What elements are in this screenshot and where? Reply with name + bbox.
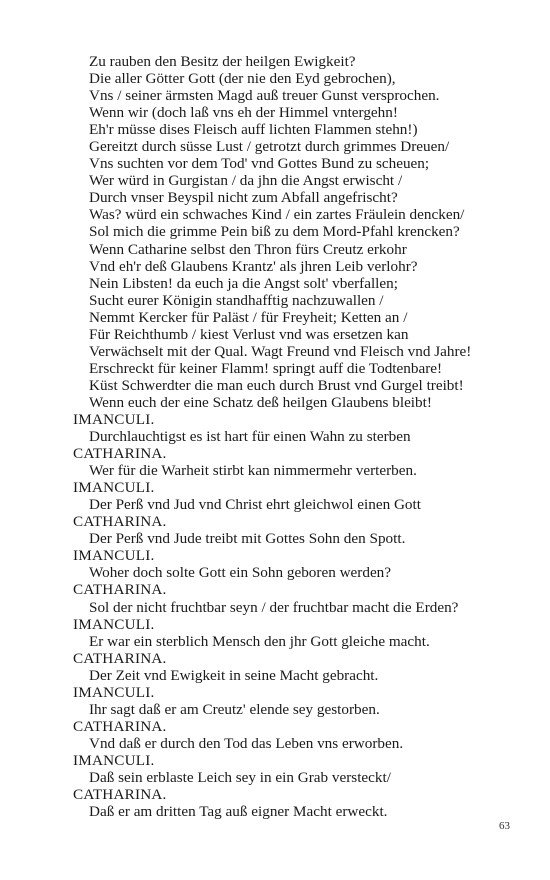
- speaker-name: CATHARINA.: [73, 581, 167, 599]
- speaker-name: IMANCULI.: [73, 479, 155, 497]
- speaker-name: CATHARINA.: [73, 513, 167, 531]
- verse-line: Was? würd ein schwaches Kind / ein zartes Fräulein dencken/: [89, 206, 465, 224]
- verse-line: Er war ein sterblich Mensch den jhr Gott gleiche macht.: [89, 632, 430, 650]
- verse-line: Sol mich die grimme Pein biß zu dem Mord-Pfahl krencken?: [89, 223, 460, 241]
- speaker-name: CATHARINA.: [73, 786, 167, 804]
- verse-line: Wenn Catharine selbst den Thron fürs Creutz erkohr: [89, 240, 407, 258]
- verse-line: Sucht eurer Königin standhafftig nachzuwallen /: [89, 291, 384, 309]
- verse-line: Wer für die Warheit stirbt kan nimmermehr verterben.: [89, 462, 417, 480]
- speaker-name: IMANCULI.: [73, 751, 155, 769]
- verse-line: Woher doch solte Gott ein Sohn geboren werden?: [89, 564, 392, 582]
- verse-line: Sol der nicht fruchtbar seyn / der fruchtbar macht die Erden?: [89, 598, 459, 616]
- speaker-name: IMANCULI.: [73, 615, 155, 633]
- verse-line: Der Perß vnd Jude treibt mit Gottes Sohn den Spott.: [89, 530, 406, 548]
- verse-line: Gereitzt durch süsse Lust / getrotzt durch grimmes Dreuen/: [89, 138, 450, 156]
- verse-line: Vns / seiner ärmsten Magd auß treuer Gunst versprochen.: [89, 87, 440, 105]
- verse-line: Durch vnser Beyspil nicht zum Abfall angefrischt?: [89, 189, 398, 207]
- speaker-name: IMANCULI.: [73, 683, 155, 701]
- verse-line: Daß sein erblaste Leich sey in ein Grab versteckt/: [89, 768, 391, 786]
- verse-line: Eh'r müsse dises Fleisch auff lichten Flammen stehn!): [89, 121, 418, 139]
- verse-line: Der Zeit vnd Ewigkeit in seine Macht gebracht.: [89, 666, 379, 684]
- verse-line: Nemmt Kercker für Paläst / für Freyheit; Ketten an /: [89, 308, 408, 326]
- verse-line: Der Perß vnd Jud vnd Christ ehrt gleichwol einen Gott: [89, 496, 421, 514]
- verse-line: Wenn wir (doch laß vns eh der Himmel vntergehn!: [89, 104, 398, 122]
- verse-line: Vns suchten vor dem Tod' vnd Gottes Bund zu scheuen;: [89, 155, 430, 173]
- verse-line: Küst Schwerdter die man euch durch Brust vnd Gurgel treibt!: [89, 376, 464, 394]
- verse-line: Für Reichthumb / kiest Verlust vnd was ersetzen kan: [89, 325, 409, 343]
- speaker-name: CATHARINA.: [73, 717, 167, 735]
- verse-line: Erschreckt für keiner Flamm! springt auff die Todtenbare!: [89, 359, 443, 377]
- verse-line: Daß er am dritten Tag auß eigner Macht erweckt.: [89, 803, 388, 821]
- verse-line: Durchlauchtigst es ist hart für einen Wahn zu sterben: [89, 428, 411, 446]
- verse-line: Vnd eh'r deß Glaubens Krantz' als jhren Leib verlohr?: [89, 257, 418, 275]
- speaker-name: IMANCULI.: [73, 547, 155, 565]
- verse-line: Die aller Götter Gott (der nie den Eyd gebrochen),: [89, 70, 396, 88]
- verse-line: Verwächselt mit der Qual. Wagt Freund vnd Fleisch vnd Jahre!: [89, 342, 472, 360]
- drama-text: [73, 53, 513, 820]
- speaker-name: CATHARINA.: [73, 649, 167, 667]
- verse-line: Ihr sagt daß er am Creutz' elende sey gestorben.: [89, 700, 380, 718]
- speaker-name: CATHARINA.: [73, 445, 167, 463]
- verse-line: Nein Libsten! da euch ja die Angst solt' vberfallen;: [89, 274, 398, 292]
- page-number: 63: [499, 820, 510, 832]
- speaker-name: IMANCULI.: [73, 410, 155, 428]
- verse-line: Wer würd in Gurgistan / da jhn die Angst erwischt /: [89, 172, 403, 190]
- verse-line: Wenn euch der eine Schatz deß heilgen Glaubens bleibt!: [89, 393, 432, 411]
- verse-line: Vnd daß er durch den Tod das Leben vns erworben.: [89, 734, 404, 752]
- verse-line: Zu rauben den Besitz der heilgen Ewigkeit?: [89, 53, 356, 70]
